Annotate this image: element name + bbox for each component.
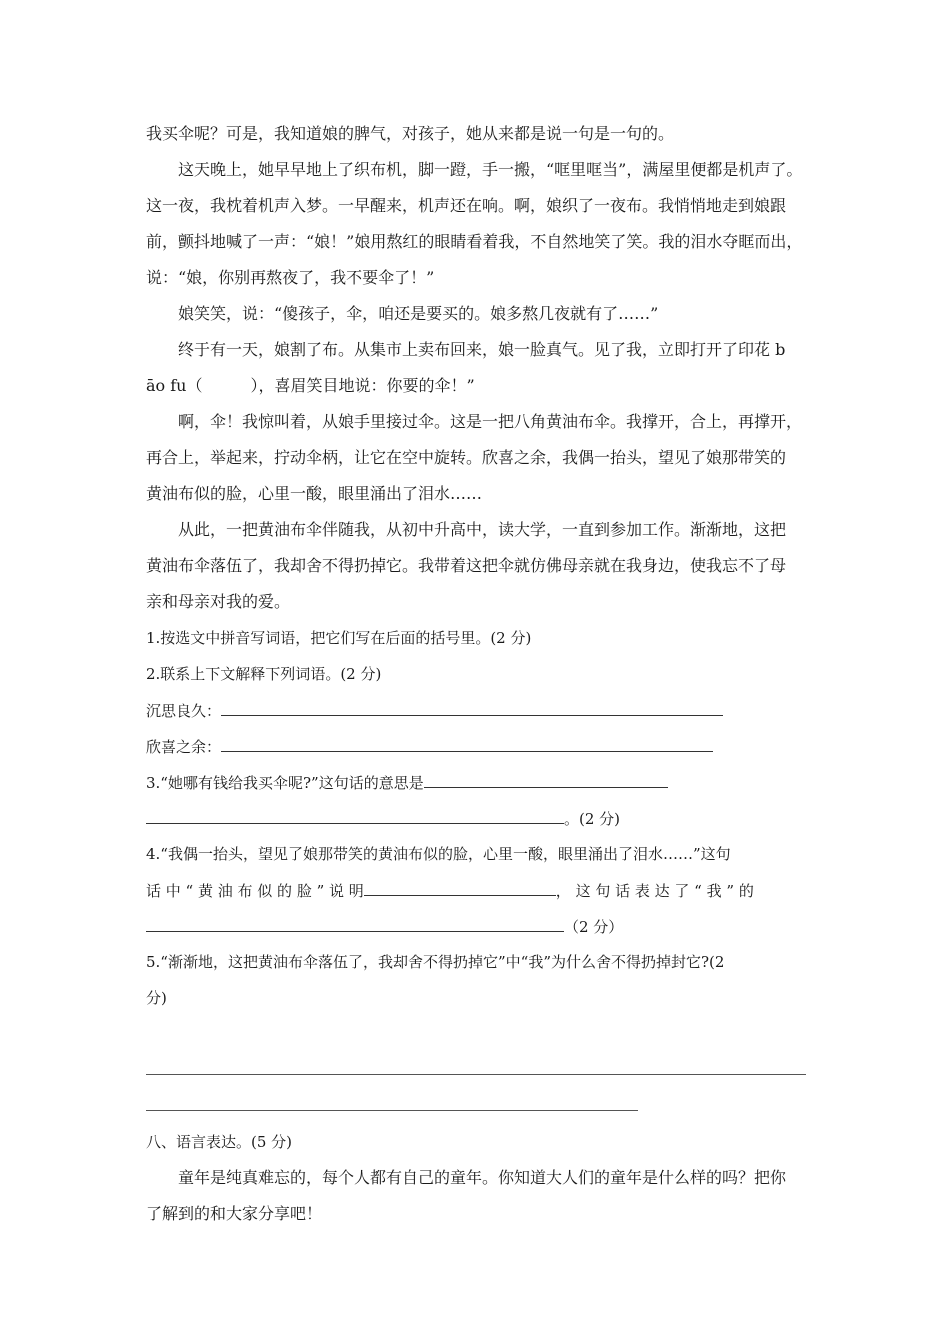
question-2a-label: 沉思良久： (146, 702, 222, 720)
passage-line: 我买伞呢？可是，我知道娘的脾气，对孩子，她从来都是说一句是一句的。 (146, 124, 675, 143)
question-2a-row (146, 698, 723, 723)
answer-blank-3b[interactable] (146, 806, 564, 824)
answer-line-5a[interactable] (146, 1074, 806, 1075)
passage-line: 亲和母亲对我的爱。 (146, 592, 291, 611)
passage-line: 终于有一天，娘割了布。从集市上卖布回来，娘一脸真气。见了我，立即打开了印花 b (178, 340, 786, 359)
answer-blank-4a[interactable] (364, 878, 556, 896)
question-1: 1.按选文中拼音写词语，把它们写在后面的括号里。(2 分) (146, 629, 532, 647)
passage-line: 黄油布伞落伍了，我却舍不得扔掉它。我带着这把伞就仿佛母亲就在我身边，使我忘不了母 (146, 556, 787, 575)
answer-blank-3a[interactable] (424, 770, 668, 788)
passage-line: 前，颤抖地喊了一声：“娘！”娘用熬红的眼睛看着我，不自然地笑了笑。我的泪水夺眶而出， (146, 232, 803, 251)
question-2: 2.联系上下文解释下列词语。(2 分) (146, 665, 382, 683)
passage-line: 这天晚上，她早早地上了织布机，脚一蹬，手一搬，“哐里哐当”，满屋里便都是机声了。 (178, 160, 803, 179)
answer-blank-4b[interactable] (146, 914, 564, 932)
answer-blank-2b[interactable] (221, 734, 713, 752)
section-8-line: 童年是纯真难忘的，每个人都有自己的童年。你知道大人们的童年是什么样的吗？把你 (178, 1168, 787, 1187)
question-2b-label: 欣喜之余： (146, 738, 222, 756)
question-4-row2 (146, 878, 754, 903)
passage-line-pinyin-blank: āo fu（ ），喜眉笑目地说：你要的伞！” (146, 376, 475, 395)
question-4-part-b: ， 这 句 话 表 达 了 “ 我 ” 的 (555, 882, 754, 900)
question-5: 5.“渐渐地，这把黄油布伞落伍了，我却舍不得扔掉它”中“我”为什么舍不得扔掉封它?(2 (146, 953, 725, 971)
passage-line: 再合上，举起来，拧动伞柄，让它在空中旋转。欣喜之余，我偶一抬头，望见了娘那带笑的 (146, 448, 787, 467)
section-8-line: 了解到的和大家分享吧！ (146, 1204, 323, 1223)
question-3-score: 。(2 分) (564, 810, 621, 828)
question-3: 3.“她哪有钱给我买伞呢?”这句话的意思是 (146, 774, 424, 792)
question-4-part-a: 话 中 “ 黄 油 布 似 的 脸 ” 说 明 (146, 882, 364, 900)
passage-line: 啊，伞！我惊叫着，从娘手里接过伞。这是一把八角黄油布伞。我撑开，合上，再撑开， (178, 412, 803, 431)
passage-line: 娘笑笑，说：“傻孩子，伞，咱还是要买的。娘多熬几夜就有了……” (178, 304, 659, 323)
section-8-title: 八、语言表达。(5 分) (146, 1133, 293, 1151)
passage-line: 从此，一把黄油布伞伴随我，从初中升高中，读大学，一直到参加工作。渐渐地，这把 (178, 520, 787, 539)
passage-line: 这一夜，我枕着机声入梦。一早醒来，机声还在响。啊，娘织了一夜布。我悄悄地走到娘跟 (146, 196, 787, 215)
answer-line-5b[interactable] (146, 1110, 638, 1111)
question-5-score: 分) (146, 989, 167, 1007)
question-3-row2 (146, 806, 620, 831)
question-4: 4.“我偶一抬头，望见了娘那带笑的黄油布似的脸，心里一酸，眼里涌出了泪水……”这句 (146, 845, 731, 863)
question-4-score: （2 分） (564, 918, 624, 936)
question-4-row3 (146, 914, 623, 939)
question-3-row (146, 770, 668, 795)
question-2b-row (146, 734, 713, 759)
passage-line: 说：“娘，你别再熬夜了，我不要伞了！” (146, 268, 435, 287)
answer-blank-2a[interactable] (221, 698, 723, 716)
passage-line: 黄油布似的脸，心里一酸，眼里涌出了泪水…… (146, 484, 483, 503)
